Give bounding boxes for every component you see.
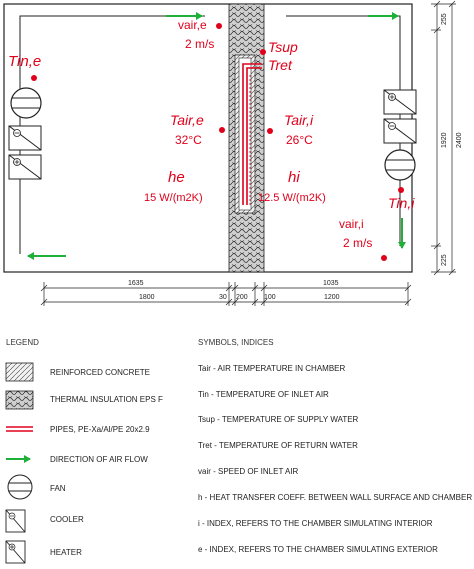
dim-1920: 1920: [441, 132, 448, 148]
sensor-dot-vair-e: [216, 23, 222, 29]
legend-cooler-icon: [6, 510, 25, 532]
fan-icon: [11, 88, 41, 118]
sensor-dot-tair-i: [267, 128, 273, 134]
sensor-dot-vair-i: [381, 255, 387, 261]
symbol-item: Tin - TEMPERATURE OF INLET AIR: [198, 390, 329, 399]
symbol-item: i - INDEX, REFERS TO THE CHAMBER SIMULATING INTERIOR: [198, 519, 433, 528]
legend-insulation-swatch: [6, 391, 33, 409]
dim-255: 255: [441, 13, 448, 25]
legend-concrete-swatch: [6, 363, 33, 381]
legend-pipe-swatch: [6, 427, 33, 431]
dim-2400: 2400: [456, 132, 463, 148]
legend-item-label: REINFORCED CONCRETE: [50, 368, 151, 377]
wall-section: [229, 4, 264, 272]
dim-30: 30: [219, 294, 227, 301]
label-tair-e-value: 32°C: [175, 133, 202, 147]
dim-1800: 1800: [139, 294, 155, 301]
legend-item-label: THERMAL INSULATION EPS F: [50, 395, 163, 404]
cooler-icon: [9, 126, 41, 150]
label-tin-i: Tin,i: [388, 195, 415, 211]
fan-icon: [385, 150, 415, 180]
symbol-item: Tair - AIR TEMPERATURE IN CHAMBER: [198, 364, 346, 373]
symbol-item: Tret - TEMPERATURE OF RETURN WATER: [198, 441, 358, 450]
legend-item-label: PIPES, PE-Xa/Al/PE 20x2.9: [50, 425, 150, 434]
legend-item-label: HEATER: [50, 548, 82, 557]
dim-1635: 1635: [128, 280, 144, 287]
label-tin-e: Tin,e: [8, 53, 42, 70]
legend-item-label: DIRECTION OF AIR FLOW: [50, 455, 148, 464]
label-tsup: Tsup: [268, 39, 298, 55]
heater-icon: [9, 155, 41, 179]
label-vair-e-value: 2 m/s: [185, 37, 215, 51]
dim-1200: 1200: [324, 294, 340, 301]
sensor-dot-tair-e: [219, 127, 225, 133]
label-vair-i: vair,i: [339, 217, 364, 231]
symbol-item: Tsup - TEMPERATURE OF SUPPLY WATER: [198, 415, 359, 424]
symbols-title: SYMBOLS, INDICES: [198, 338, 274, 347]
label-vair-e: vair,e: [178, 18, 207, 32]
label-vair-i-value: 2 m/s: [343, 236, 373, 250]
label-tair-i-value: 26°C: [286, 133, 313, 147]
symbol-item: vair - SPEED OF INLET AIR: [198, 467, 299, 476]
symbol-item: h - HEAT TRANSFER COEFF. BETWEEN WALL SURFACE AND CHAMBER: [198, 493, 473, 502]
sensor-dot-tin-i: [398, 187, 404, 193]
symbol-item: e - INDEX, REFERS TO THE CHAMBER SIMULATING EXTERIOR: [198, 545, 438, 554]
legend-heater-icon: [6, 541, 25, 563]
label-tret: Tret: [268, 57, 292, 73]
label-tair-i: Tair,i: [284, 112, 314, 128]
label-hi: hi: [288, 169, 300, 186]
dim-1035: 1035: [323, 280, 339, 287]
label-he-value: 15 W/(m2K): [144, 192, 203, 204]
label-hi-value: 12.5 W/(m2K): [258, 192, 326, 204]
dim-225: 225: [441, 254, 448, 266]
label-he: he: [168, 169, 185, 186]
dim-200: 200: [236, 294, 248, 301]
airflow-path-interior: [286, 16, 400, 246]
heater-icon: [384, 90, 416, 114]
sensor-dot-tsup: [260, 49, 266, 55]
label-tair-e: Tair,e: [170, 112, 204, 128]
legend-item-label: COOLER: [50, 515, 84, 524]
dim-100: 100: [264, 294, 276, 301]
legend-item-label: FAN: [50, 484, 66, 493]
legend-title: LEGEND: [6, 338, 39, 347]
legend-fan-icon: [8, 475, 32, 499]
sensor-dot-tin-e: [31, 75, 37, 81]
cooler-icon: [384, 119, 416, 143]
